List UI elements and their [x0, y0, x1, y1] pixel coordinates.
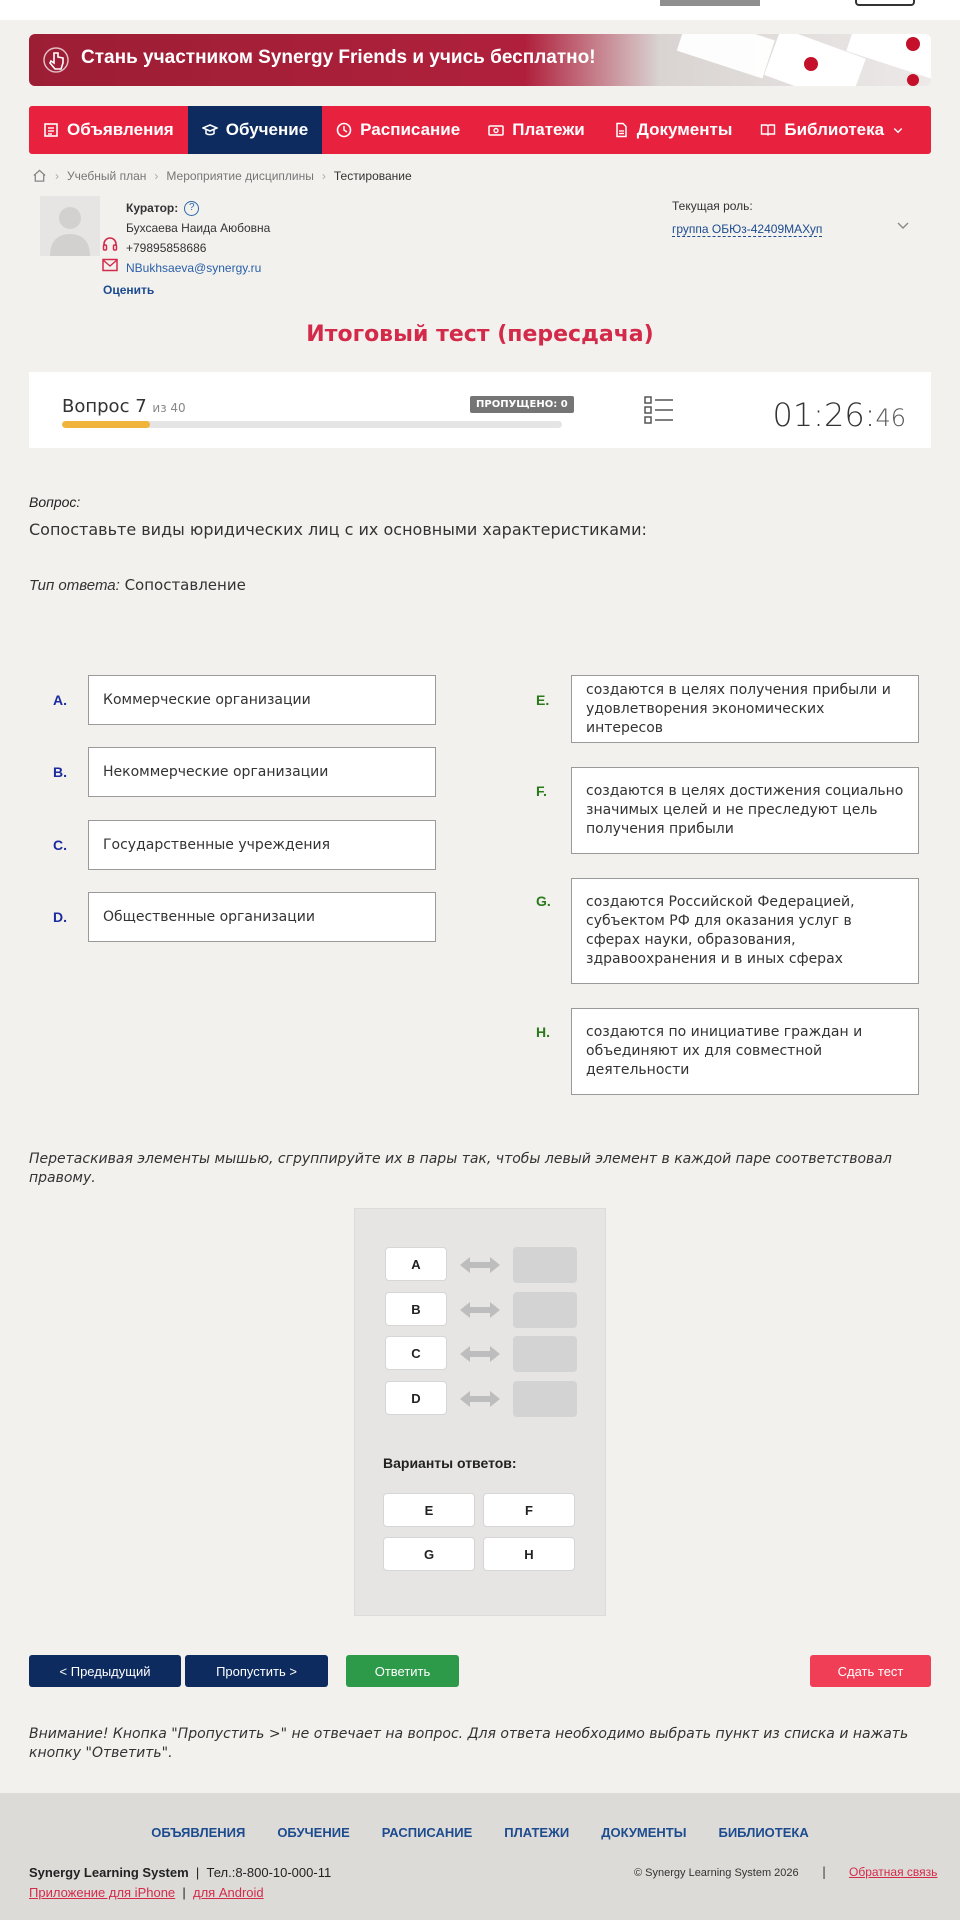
role-label: Текущая роль:	[672, 199, 753, 213]
skip-button[interactable]: Пропустить >	[185, 1655, 328, 1687]
chevron-down-icon	[892, 124, 904, 136]
home-icon[interactable]	[32, 168, 47, 183]
curator-phone[interactable]: +79895858686	[126, 241, 207, 255]
breadcrumb	[32, 168, 420, 183]
footer-link[interactable]: РАСПИСАНИЕ	[381, 1825, 473, 1840]
breadcrumb-item[interactable]: Учебный план	[67, 168, 147, 183]
answer-option[interactable]: G	[383, 1537, 475, 1571]
left-item-letter: D.	[53, 909, 67, 925]
match-slot-label: C	[385, 1336, 447, 1370]
question-number: 7	[135, 396, 147, 417]
announcement-icon	[43, 122, 59, 138]
footer-nav	[0, 1825, 960, 1840]
copyright: © Synergy Learning System 2026	[634, 1867, 799, 1879]
nav-item-learning[interactable]	[188, 106, 322, 154]
graduation-cap-icon	[202, 122, 218, 138]
help-icon[interactable]: ?	[184, 201, 199, 216]
double-arrow-icon	[460, 1344, 500, 1364]
drop-target[interactable]	[513, 1247, 577, 1283]
money-icon	[488, 122, 504, 138]
question-text: Сопоставьте виды юридических лиц с их основными характеристиками:	[29, 520, 647, 539]
footer-link[interactable]: ПЛАТЕЖИ	[504, 1825, 570, 1840]
nav-item-documents[interactable]	[599, 106, 747, 154]
drop-target[interactable]	[513, 1381, 577, 1417]
divider: |	[822, 1865, 827, 1879]
right-item: создаются Российской Федерацией, субъектом РФ для оказания услуг в сферах науки, образования, здравоохранения и в иных сферах	[571, 878, 919, 984]
current-role	[672, 199, 822, 237]
question-label: Вопрос:	[29, 494, 81, 510]
curator-info	[103, 198, 271, 297]
drop-target[interactable]	[513, 1292, 577, 1328]
promo-text: Стань участником Synergy Friends и учись бесплатно!	[81, 47, 596, 68]
iphone-app-link[interactable]: Приложение для iPhone	[29, 1885, 176, 1900]
countdown-timer	[772, 396, 906, 434]
brand-name: Synergy Learning System	[29, 1865, 189, 1880]
right-item: создаются в целях получения прибыли и удовлетворения экономических интересов	[571, 675, 919, 743]
answer-type-label: Тип ответа:	[29, 577, 120, 594]
answer-type	[29, 576, 246, 594]
curator-email[interactable]: NBukhsaeva@synergy.ru	[126, 261, 262, 275]
double-arrow-icon	[460, 1300, 500, 1320]
right-item-letter: H.	[536, 1024, 550, 1040]
footer-link[interactable]: ДОКУМЕНТЫ	[601, 1825, 687, 1840]
left-item-letter: B.	[53, 764, 67, 780]
match-slot-label: B	[385, 1292, 447, 1326]
left-item-letter: C.	[53, 837, 67, 853]
nav-item-payments[interactable]	[474, 106, 599, 154]
question-total: из 40	[152, 401, 186, 415]
answer-type-value: Сопоставление	[124, 576, 246, 594]
curator-label: Куратор:	[126, 201, 179, 215]
drag-drop-area	[354, 1208, 606, 1616]
left-item-letter: A.	[53, 692, 67, 708]
curator-name: Бухсаева Наида Аюбовна	[126, 221, 271, 235]
answer-option[interactable]: F	[483, 1493, 575, 1527]
timer-main: 01:26:	[772, 396, 876, 434]
mail-icon	[102, 258, 118, 272]
footer-apps: Приложение для iPhone | для Android	[29, 1885, 264, 1900]
drag-instruction: Перетаскивая элементы мышью, сгруппируйте их в пары так, чтобы левый элемент в каждой паре соответствовал правому.	[29, 1151, 892, 1186]
right-item: создаются по инициативе граждан и объединяют их для совместной деятельности	[571, 1008, 919, 1095]
right-item-letter: F.	[536, 783, 547, 799]
avatar	[40, 196, 100, 256]
question-counter	[62, 396, 186, 417]
progress-bar	[62, 421, 562, 428]
role-select[interactable]: группа ОБЮз-42409МАХуп	[672, 222, 823, 236]
footer-phone: Тел.:8-800-10-000-11	[206, 1865, 332, 1880]
match-slot-label: A	[385, 1247, 447, 1281]
nav-label: Объявления	[67, 120, 174, 139]
skip-warning: Внимание! Кнопка "Пропустить >" не отвечает на вопрос. Для ответа необходимо выбрать пункт из списка и нажать кнопку "Ответить".	[29, 1726, 909, 1761]
promo-cards-graphic	[661, 34, 931, 86]
footer-brand: Synergy Learning System | Тел.:8-800-10-000-11	[29, 1865, 332, 1880]
document-icon	[613, 122, 629, 138]
nav-item-schedule[interactable]	[322, 106, 474, 154]
submit-test-button[interactable]: Сдать тест	[810, 1655, 931, 1687]
nav-label: Обучение	[225, 120, 309, 139]
right-item-letter: E.	[536, 692, 550, 708]
nav-item-announcements[interactable]	[29, 106, 188, 154]
double-arrow-icon	[460, 1255, 500, 1275]
drop-target[interactable]	[513, 1336, 577, 1372]
answer-button[interactable]: Ответить	[346, 1655, 459, 1687]
left-item: Государственные учреждения	[88, 820, 436, 870]
footer-link[interactable]: ОБУЧЕНИЕ	[277, 1825, 350, 1840]
answer-options-title: Варианты ответов:	[383, 1455, 517, 1471]
nav-label: Расписание	[360, 120, 461, 139]
chevron-right-icon: ›	[55, 168, 59, 183]
match-slot-label: D	[385, 1381, 447, 1415]
previous-button[interactable]: < Предыдущий	[29, 1655, 181, 1687]
signal-icon	[660, 0, 760, 6]
left-item: Коммерческие организации	[88, 675, 436, 725]
right-item-letter: G.	[536, 893, 551, 909]
feedback-link[interactable]: Обратная связь	[849, 1865, 938, 1879]
chevron-down-icon[interactable]	[897, 222, 909, 230]
breadcrumb-item: Тестирование	[333, 168, 412, 183]
skipped-badge: ПРОПУЩЕНО: 0	[470, 396, 574, 413]
right-item: создаются в целях достижения социально значимых целей и не преследуют цель получения прибыли	[571, 767, 919, 854]
book-icon	[760, 122, 776, 138]
main-nav	[29, 106, 931, 154]
left-item: Общественные организации	[88, 892, 436, 942]
footer-link[interactable]: БИБЛИОТЕКА	[718, 1825, 809, 1840]
battery-icon	[855, 0, 915, 6]
rate-link[interactable]: Оценить	[103, 283, 155, 297]
progress-bar-fill	[62, 421, 150, 428]
chevron-right-icon: ›	[154, 168, 159, 183]
promo-banner[interactable]	[29, 34, 931, 86]
breadcrumb-item[interactable]: Мероприятие дисциплины	[166, 168, 314, 183]
footer	[0, 1793, 960, 1920]
nav-label: Документы	[636, 120, 733, 139]
chevron-right-icon: ›	[321, 168, 326, 183]
nav-label: Платежи	[512, 120, 585, 139]
answer-option[interactable]: E	[383, 1493, 475, 1527]
question-list-icon[interactable]	[644, 396, 674, 424]
question-progress-panel	[29, 372, 931, 448]
nav-item-library[interactable]	[746, 106, 918, 154]
double-arrow-icon	[460, 1389, 500, 1409]
timer-seconds: 46	[875, 404, 906, 432]
status-bar	[0, 0, 960, 20]
user-silhouette-icon	[40, 196, 100, 256]
footer-link[interactable]: ОБЪЯВЛЕНИЯ	[151, 1825, 246, 1840]
answer-option[interactable]: H	[483, 1537, 575, 1571]
android-app-link[interactable]: для Android	[193, 1885, 264, 1900]
nav-label: Библиотека	[784, 120, 885, 139]
test-title: Итоговый тест (пересдача)	[306, 322, 654, 347]
question-word: Вопрос	[62, 396, 130, 417]
headset-icon	[102, 236, 118, 252]
clock-icon	[336, 122, 352, 138]
pointer-hand-icon	[43, 46, 69, 74]
left-item: Некоммерческие организации	[88, 747, 436, 797]
